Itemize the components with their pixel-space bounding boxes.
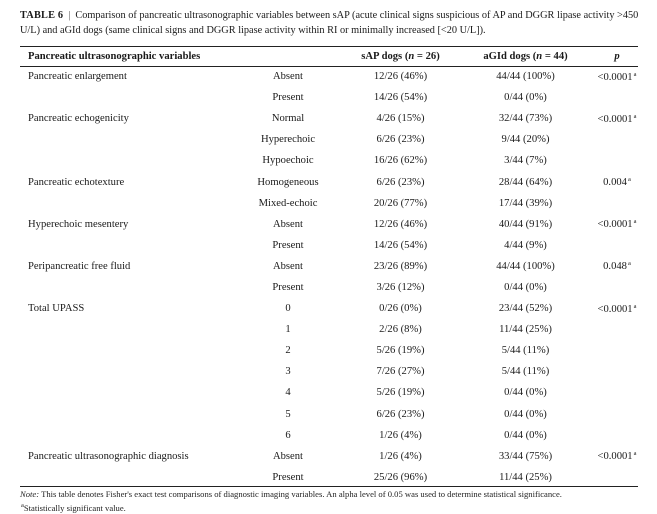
header-agid: aGId dogs (n = 44) — [483, 51, 568, 62]
sap-value-cell: 0/26 (0%) — [379, 303, 422, 315]
variable-cell: Peripancreatic free fluid — [28, 260, 131, 272]
p-value: <0.0001 — [597, 451, 633, 463]
agid-value-cell: 44/44 (100%) — [496, 260, 555, 272]
table-row — [20, 150, 646, 171]
category-cell: Absent — [272, 450, 303, 462]
table-row — [20, 298, 646, 319]
agid-value-cell: 40/44 (91%) — [498, 218, 553, 230]
p-value: 0.004 — [603, 177, 627, 189]
category-cell: Hyperechoic — [260, 134, 316, 146]
agid-value-cell: 0/44 (0%) — [504, 429, 547, 441]
agid-value-cell: 11/44 (25%) — [499, 324, 552, 336]
sap-value-cell: 25/26 (96%) — [373, 471, 428, 483]
significance-mark: a — [627, 176, 631, 184]
table-row — [20, 171, 646, 192]
p-value: <0.0001 — [597, 303, 633, 315]
table-row — [20, 214, 646, 235]
ultrasonography-table — [20, 47, 646, 488]
category-cell: 3 — [285, 366, 291, 378]
table-row — [20, 129, 646, 150]
header-variable: Pancreatic ultrasonographic variables — [28, 51, 201, 62]
sap-value-cell: 5/26 (19%) — [376, 387, 425, 399]
agid-value-cell: 28/44 (64%) — [498, 176, 553, 188]
sap-value-cell: 14/26 (54%) — [373, 92, 428, 104]
table-row — [20, 382, 646, 403]
sap-value-cell: 4/26 (15%) — [376, 113, 425, 125]
variable-cell: Pancreatic ultrasonographic diagnosis — [28, 450, 189, 462]
variable-cell — [20, 340, 238, 361]
p-value-cell — [588, 361, 646, 382]
significance-mark: a — [633, 112, 637, 120]
variable-cell: Hyperechoic mesentery — [28, 218, 129, 230]
category-cell: 6 — [285, 429, 291, 441]
table-label: TABLE 6 — [20, 10, 64, 21]
variable-cell: Pancreatic enlargement — [28, 71, 127, 83]
variable-cell — [20, 319, 238, 340]
p-value-cell — [588, 171, 646, 192]
p-value-cell — [588, 404, 646, 425]
category-cell: Present — [272, 281, 304, 293]
table-row — [20, 256, 646, 277]
table-notes — [20, 489, 640, 514]
sap-value-cell: 1/26 (4%) — [379, 429, 422, 441]
category-cell: Present — [272, 471, 304, 483]
sap-value-cell: 12/26 (46%) — [373, 71, 428, 83]
significance-mark: a — [627, 260, 631, 268]
sap-value-cell: 6/26 (23%) — [376, 176, 425, 188]
variable-cell — [20, 425, 238, 446]
agid-value-cell: 0/44 (0%) — [504, 92, 547, 104]
variable-cell: Pancreatic echotexture — [28, 176, 125, 188]
sap-value-cell: 5/26 (19%) — [376, 345, 425, 357]
table-body — [20, 66, 646, 488]
category-cell: Homogeneous — [257, 176, 319, 188]
p-value-cell — [588, 382, 646, 403]
p-value-cell — [588, 277, 646, 298]
p-value-cell — [588, 108, 646, 129]
table-row — [20, 66, 646, 87]
table-row — [20, 277, 646, 298]
significance-mark: a — [633, 450, 637, 458]
category-cell: Mixed-echoic — [258, 197, 318, 209]
table-row — [20, 361, 646, 382]
significance-mark: a — [633, 218, 637, 226]
table-row — [20, 235, 646, 256]
agid-value-cell: 3/44 (7%) — [504, 155, 547, 167]
category-cell: Absent — [272, 218, 303, 230]
p-value-cell — [588, 66, 646, 87]
category-cell: Absent — [272, 71, 303, 83]
agid-value-cell: 11/44 (25%) — [499, 471, 552, 483]
p-value: <0.0001 — [597, 71, 633, 83]
variable-cell — [20, 235, 238, 256]
p-value-cell — [588, 235, 646, 256]
p-value-cell — [588, 214, 646, 235]
table-caption — [20, 8, 640, 38]
variable-cell — [20, 382, 238, 403]
agid-value-cell: 5/44 (11%) — [501, 366, 550, 378]
variable-cell: Total UPASS — [28, 303, 85, 315]
header-sap: sAP dogs (n = 26) — [361, 51, 440, 62]
variable-cell — [20, 467, 238, 488]
header-category — [238, 47, 338, 66]
agid-value-cell: 44/44 (100%) — [496, 71, 555, 83]
agid-value-cell: 17/44 (39%) — [498, 197, 553, 209]
sap-value-cell: 14/26 (54%) — [373, 239, 428, 251]
category-cell: Present — [272, 239, 304, 251]
p-value-cell — [588, 150, 646, 171]
footnote-line: $^a$Statistically significant value. — [21, 502, 126, 513]
category-cell: Absent — [272, 260, 303, 272]
table-row — [20, 404, 646, 425]
variable-cell — [20, 361, 238, 382]
sap-value-cell: 7/26 (27%) — [376, 366, 425, 378]
p-value-cell — [588, 129, 646, 150]
header-p-value: p — [614, 51, 620, 62]
table-row — [20, 319, 646, 340]
significance-mark: a — [633, 302, 637, 310]
sap-value-cell: 6/26 (23%) — [376, 134, 425, 146]
agid-value-cell: 4/44 (9%) — [504, 239, 547, 251]
sap-value-cell: 12/26 (46%) — [373, 218, 428, 230]
significance-mark: a — [633, 70, 637, 78]
p-value-cell — [588, 298, 646, 319]
p-value: <0.0001 — [597, 113, 633, 125]
p-value-cell — [588, 467, 646, 488]
category-cell: Normal — [271, 113, 305, 125]
sap-value-cell: 2/26 (8%) — [379, 324, 422, 336]
agid-value-cell: 9/44 (20%) — [501, 134, 550, 146]
variable-cell: Pancreatic echogenicity — [28, 113, 129, 125]
p-value: <0.0001 — [597, 219, 633, 231]
table-row — [20, 446, 646, 467]
p-value-cell — [588, 193, 646, 214]
variable-cell — [20, 193, 238, 214]
p-value: 0.048 — [603, 261, 627, 273]
caption-text: Comparison of pancreatic ultrasonographic variables between sAP (acute clinical signs suspicious of AP and DGGR lipase activity >450 U/L) and aGId dogs (same clinical signs and DGGR lipase activity within RI or minimally increased [<20 U/L]). — [20, 10, 639, 36]
table-row — [20, 108, 646, 129]
agid-value-cell: 5/44 (11%) — [501, 345, 550, 357]
category-cell: 4 — [285, 387, 291, 399]
category-cell: 2 — [285, 345, 291, 357]
category-cell: 0 — [285, 303, 291, 315]
table-row — [20, 340, 646, 361]
table-row — [20, 425, 646, 446]
p-value-cell — [588, 340, 646, 361]
variable-cell — [20, 150, 238, 171]
p-value-cell — [588, 446, 646, 467]
agid-value-cell: 33/44 (75%) — [498, 450, 553, 462]
p-value-cell — [588, 256, 646, 277]
category-cell: 1 — [285, 324, 291, 336]
sap-value-cell: 6/26 (23%) — [376, 408, 425, 420]
sap-value-cell: 16/26 (62%) — [373, 155, 428, 167]
caption-separator: | — [68, 10, 71, 21]
category-cell: Present — [272, 92, 304, 104]
category-cell: Hypoechoic — [262, 155, 314, 167]
category-cell: 5 — [285, 408, 291, 420]
sap-value-cell: 23/26 (89%) — [373, 260, 428, 272]
variable-cell — [20, 404, 238, 425]
bottom-rule — [20, 486, 638, 487]
sap-value-cell: 3/26 (12%) — [376, 281, 425, 293]
table-row — [20, 193, 646, 214]
p-value-cell — [588, 319, 646, 340]
agid-value-cell: 0/44 (0%) — [504, 387, 547, 399]
agid-value-cell: 32/44 (73%) — [498, 113, 553, 125]
p-value-cell — [588, 425, 646, 446]
sap-value-cell: 1/26 (4%) — [379, 450, 422, 462]
note-line: Note: This table denotes Fisher's exact test comparisons of diagnostic imaging variables. An alpha level of 0.05 was used to determine statistical significance. — [20, 489, 562, 499]
table-row — [20, 467, 646, 488]
sap-value-cell: 20/26 (77%) — [373, 197, 428, 209]
header-row — [20, 47, 646, 66]
agid-value-cell: 0/44 (0%) — [504, 408, 547, 420]
variable-cell — [20, 277, 238, 298]
p-value-cell — [588, 87, 646, 108]
variable-cell — [20, 87, 238, 108]
agid-value-cell: 23/44 (52%) — [498, 303, 553, 315]
agid-value-cell: 0/44 (0%) — [504, 281, 547, 293]
variable-cell — [20, 129, 238, 150]
table-row — [20, 87, 646, 108]
